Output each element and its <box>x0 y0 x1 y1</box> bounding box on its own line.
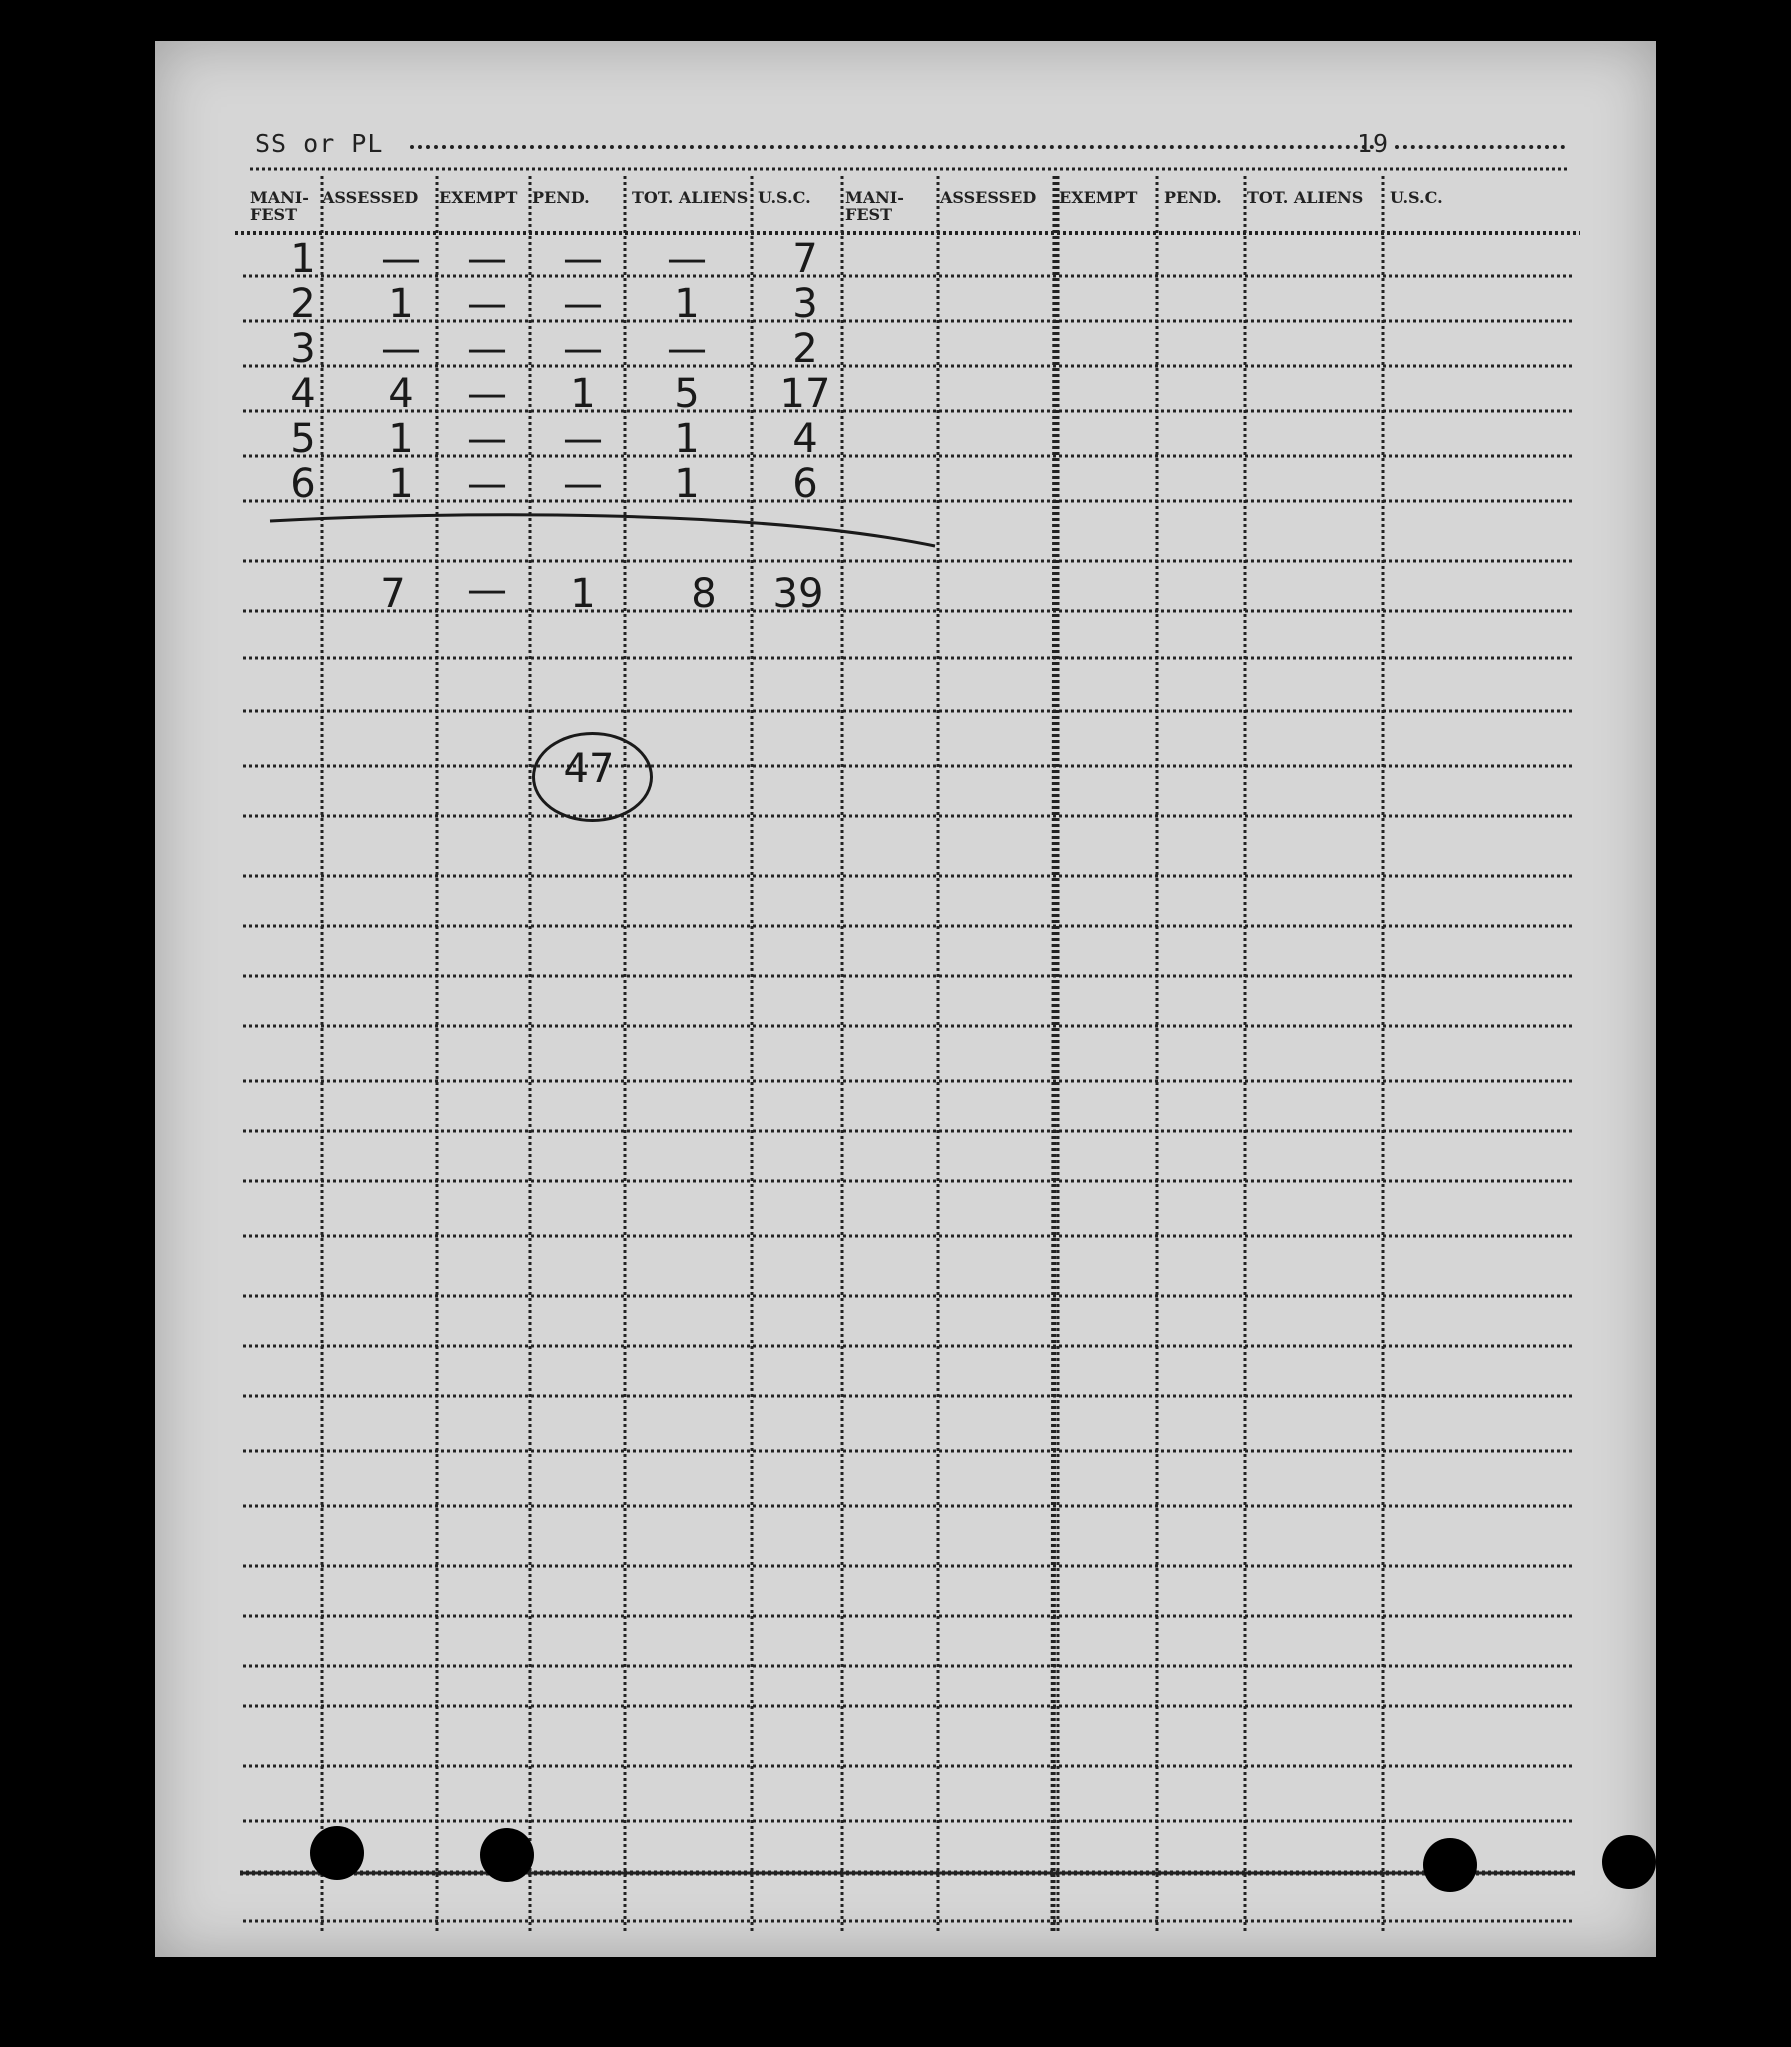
header-assessed-right: ASSESSED <box>940 188 1037 207</box>
total-assessed: 7 <box>380 571 406 617</box>
cell-tot-aliens: 1 <box>674 461 700 507</box>
cell-assessed: 1 <box>388 416 414 462</box>
cell-manifest: 1 <box>290 236 316 282</box>
cell-pend: — <box>563 416 603 462</box>
cell-usc: 2 <box>792 326 818 372</box>
header-manifest-right: MANI- FEST <box>845 188 904 224</box>
cell-manifest: 3 <box>290 326 316 372</box>
total-usc: 39 <box>772 571 824 617</box>
cell-exempt: — <box>467 326 507 372</box>
cell-pend: — <box>563 236 603 282</box>
header-exempt-right: EXEMPT <box>1059 188 1138 207</box>
total-exempt: — <box>467 567 507 613</box>
header-tot-aliens-left: TOT. ALIENS <box>632 188 749 207</box>
cell-assessed: 1 <box>388 281 414 327</box>
punch-hole <box>310 1826 364 1880</box>
cell-tot-aliens: — <box>667 326 707 372</box>
header-assessed-left: ASSESSED <box>322 188 419 207</box>
cell-assessed: — <box>381 326 421 372</box>
year-label: 19 <box>1357 129 1390 158</box>
cell-pend: 1 <box>570 371 596 417</box>
cell-tot-aliens: 1 <box>674 281 700 327</box>
cell-tot-aliens: 1 <box>674 416 700 462</box>
form-sheet <box>155 41 1656 1957</box>
header-usc-right: U.S.C. <box>1390 188 1443 207</box>
header-pend-right: PEND. <box>1164 188 1222 207</box>
punch-hole <box>480 1828 534 1882</box>
cell-pend: — <box>563 326 603 372</box>
ship-label: SS or PL <box>255 129 384 158</box>
cell-exempt: — <box>467 416 507 462</box>
header-exempt-left: EXEMPT <box>439 188 518 207</box>
punch-hole <box>1423 1838 1477 1892</box>
total-tot-aliens: 8 <box>691 571 717 617</box>
cell-exempt: — <box>467 236 507 282</box>
cell-usc: 3 <box>792 281 818 327</box>
cell-usc: 6 <box>792 461 818 507</box>
cell-pend: — <box>563 281 603 327</box>
cell-assessed: 1 <box>388 461 414 507</box>
cell-tot-aliens: 5 <box>674 371 700 417</box>
sum-underline <box>155 41 1656 741</box>
total-pend: 1 <box>570 571 596 617</box>
header-pend-left: PEND. <box>532 188 590 207</box>
cell-exempt: — <box>467 281 507 327</box>
cell-exempt: — <box>467 461 507 507</box>
punch-hole <box>1602 1835 1656 1889</box>
cell-manifest: 4 <box>290 371 316 417</box>
cell-manifest: 5 <box>290 416 316 462</box>
cell-assessed: — <box>381 236 421 282</box>
header-tot-aliens-right: TOT. ALIENS <box>1247 188 1364 207</box>
header-manifest-left: MANI- FEST <box>250 188 309 224</box>
grand-total: 47 <box>563 746 615 792</box>
cell-tot-aliens: — <box>667 236 707 282</box>
cell-usc: 4 <box>792 416 818 462</box>
cell-manifest: 6 <box>290 461 316 507</box>
cell-usc: 7 <box>792 236 818 282</box>
cell-manifest: 2 <box>290 281 316 327</box>
header-usc-left: U.S.C. <box>758 188 811 207</box>
cell-assessed: 4 <box>388 371 414 417</box>
cell-pend: — <box>563 461 603 507</box>
cell-usc: 17 <box>779 371 831 417</box>
cell-exempt: — <box>467 371 507 417</box>
